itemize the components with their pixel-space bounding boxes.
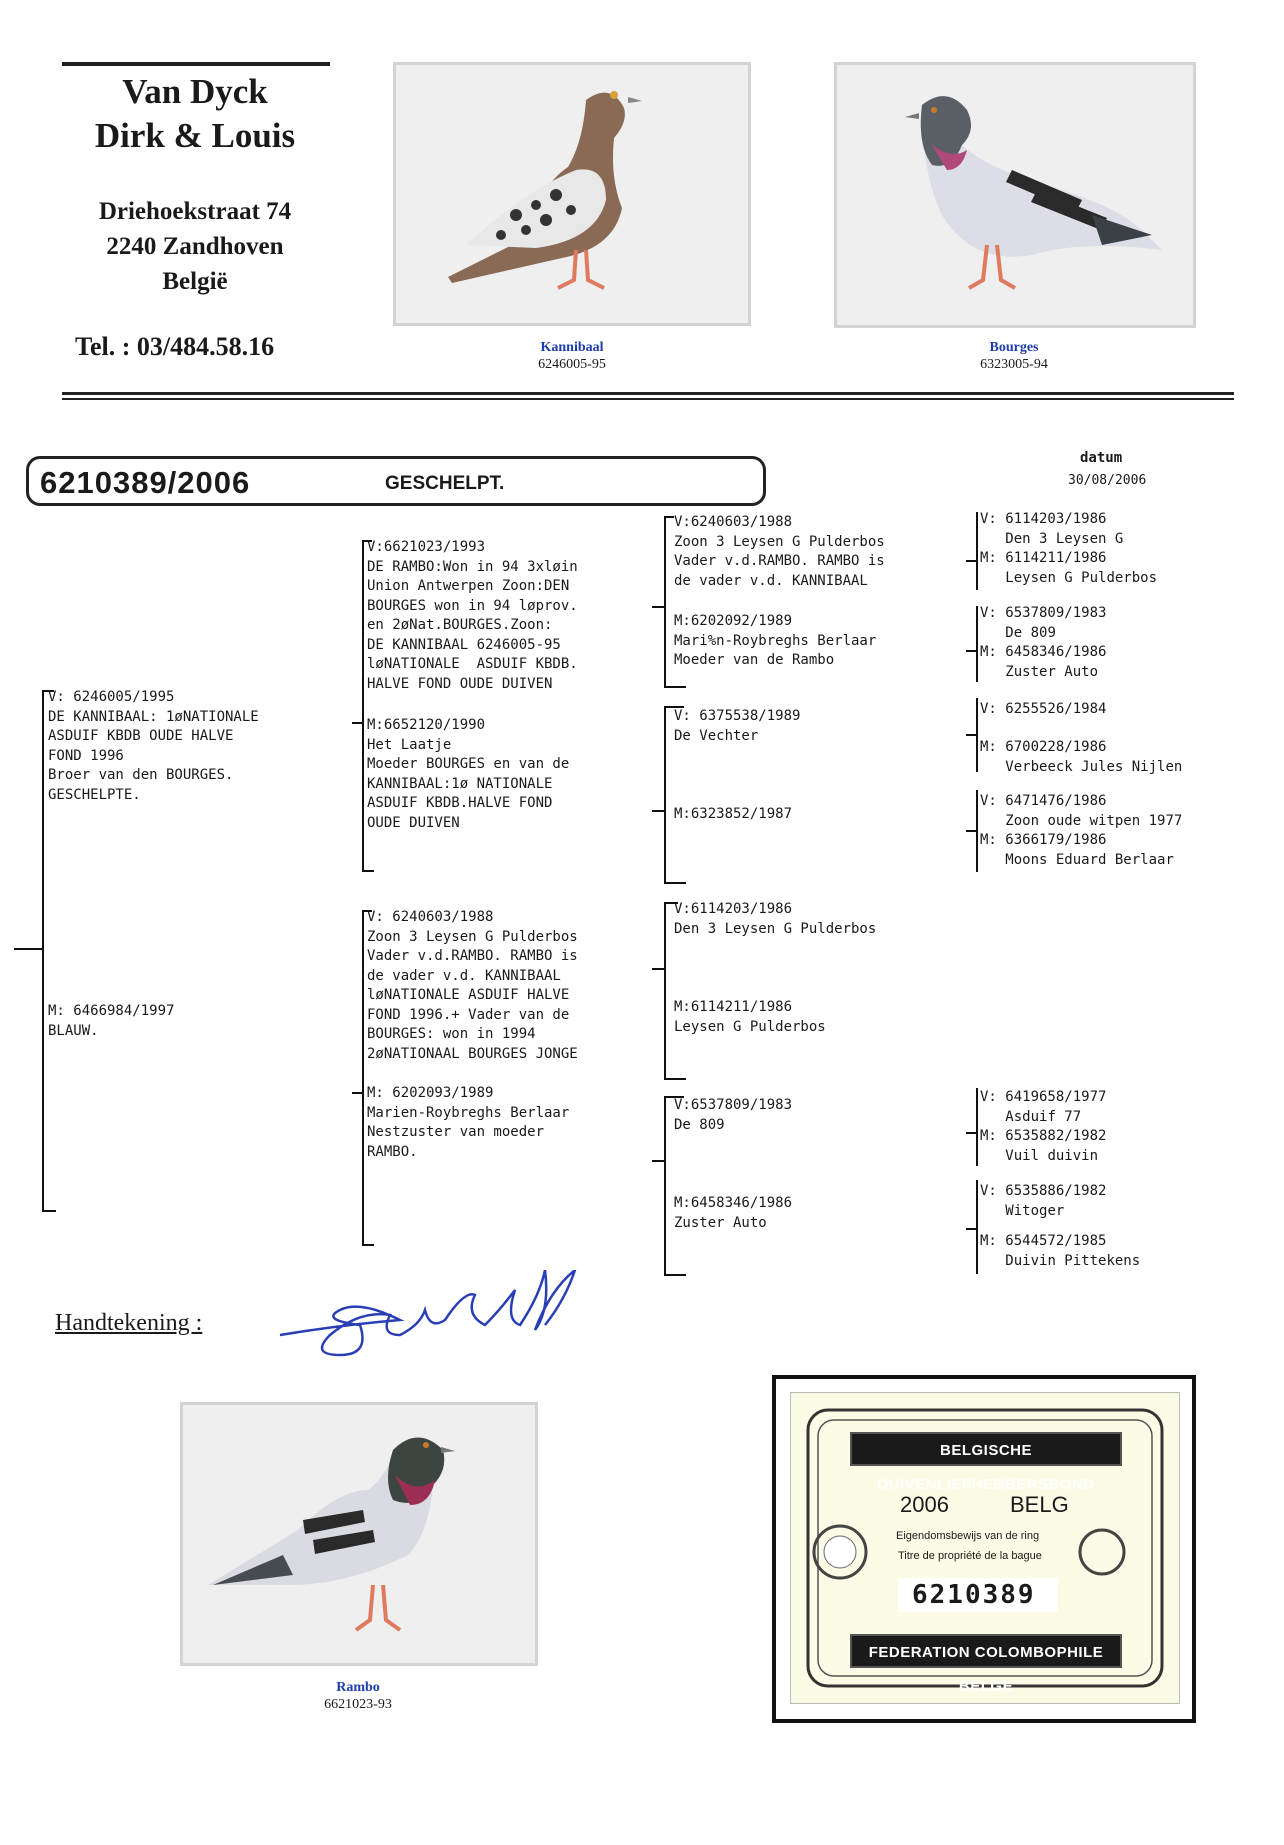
bracket-l2a-bot bbox=[362, 870, 374, 872]
ped-gen3-5: V:6114203/1986 Den 3 Leysen G Pulderbos bbox=[674, 901, 877, 937]
certificate-number: 6210389 bbox=[912, 1580, 1036, 1610]
city: 2240 Zandhoven bbox=[106, 233, 284, 260]
bracket-l3b-vert bbox=[664, 706, 666, 884]
ped-gen3-6: M:6114211/1986 Leysen G Pulderbos bbox=[674, 999, 826, 1035]
bracket-l2a-vert bbox=[362, 540, 364, 872]
ped-sire-sire: V:6621023/1993 DE RAMBO:Won in 94 3xløin Union Antwerpen Zoon:DEN BOURGES won in 94 løprov. en 2øNat.BOURGES.Zoon: DE KANNIBAAL 6246005-95 løNATIONALE ASDUIF KBDB. HALVE FOND OUDE DUIVEN bbox=[367, 539, 578, 692]
certificate-bottom-band: FEDERATION COLOMBOPHILE BELGE bbox=[850, 1634, 1122, 1668]
caption-ring-rambo: 6621023-93 bbox=[324, 1697, 392, 1712]
date-label: datum bbox=[1080, 450, 1123, 466]
certificate-top-band: BELGISCHE DUIVENLIEFHEBBERSBOND bbox=[850, 1432, 1122, 1466]
bracket-l4a-vert bbox=[976, 512, 978, 590]
bracket-l4f-vert bbox=[976, 1180, 978, 1274]
bracket-l3a-vert bbox=[664, 516, 666, 688]
bracket-l2b-stub bbox=[352, 1092, 363, 1094]
ped-sire-dam: M:6652120/1990 Het Laatje Moeder BOURGES en van de KANNIBAAL:1ø NATIONALE ASDUIF KBDB.HALVE FOND OUDE DUIVEN bbox=[367, 717, 570, 831]
bracket-l4b-vert bbox=[976, 606, 978, 682]
breeder-address bbox=[60, 194, 330, 299]
bracket-l3a-bot bbox=[664, 686, 686, 688]
bracket-l3d-bot bbox=[664, 1274, 686, 1276]
ped-dam: M: 6466984/1997 BLAUW. bbox=[48, 1003, 175, 1039]
signature-scribble bbox=[270, 1270, 610, 1370]
ped-gen3-4: M:6323852/1987 bbox=[674, 806, 793, 822]
ped-gen3-2: M:6202092/1989 Mari%n-Roybreghs Berlaar Moeder van de Rambo bbox=[674, 613, 877, 668]
ped-sire: V: 6246005/1995 DE KANNIBAAL: 1øNATIONALE ASDUIF KBDB OUDE HALVE FOND 1996 Broer van den BOURGES. GESCHELPTE. bbox=[48, 689, 259, 803]
caption-ring-bourges: 6323005-94 bbox=[980, 357, 1048, 372]
bracket-root-stub bbox=[14, 948, 43, 950]
country: België bbox=[162, 268, 228, 295]
ped-gen4-7: V: 6535886/1982 Witoger bbox=[980, 1183, 1107, 1219]
street: Driehoekstraat 74 bbox=[98, 198, 292, 225]
bracket-l2b-bot bbox=[362, 1244, 374, 1246]
ped-gen4-4: M: 6700228/1986 Verbeeck Jules Nijlen bbox=[980, 739, 1183, 775]
photo-kannibaal bbox=[393, 62, 751, 326]
caption-name-bourges: Bourges bbox=[989, 340, 1039, 355]
date-value: 30/08/2006 bbox=[1068, 473, 1147, 488]
pigeon-illustration-bourges bbox=[837, 65, 1193, 325]
ped-gen4-3: V: 6255526/1984 bbox=[980, 701, 1107, 717]
bracket-l4d-stub bbox=[966, 830, 977, 832]
ped-gen4-5: V: 6471476/1986 Zoon oude witpen 1977 M: 6366179/1986 Moons Eduard Berlaar bbox=[980, 793, 1183, 868]
photo-rambo bbox=[180, 1402, 538, 1666]
photo-bourges bbox=[834, 62, 1196, 328]
bracket-l3b-bot bbox=[664, 882, 686, 884]
bracket-l3c-bot bbox=[664, 1078, 686, 1080]
signature-label: Handtekening : bbox=[55, 1310, 203, 1336]
ped-gen4-6: V: 6419658/1977 Asduif 77 M: 6535882/1982 Vuil duivin bbox=[980, 1089, 1107, 1164]
ped-gen3-3: V: 6375538/1989 De Vechter bbox=[674, 708, 801, 744]
ring-status: GESCHELPT. bbox=[385, 473, 505, 494]
top-rule bbox=[62, 62, 330, 66]
ped-gen4-8: M: 6544572/1985 Duivin Pittekens bbox=[980, 1233, 1141, 1269]
bracket-l1-vert bbox=[42, 690, 44, 1212]
bracket-l3a-top bbox=[664, 516, 674, 518]
header-rule-2 bbox=[62, 398, 1234, 400]
breeder-line-2: Dirk & Louis bbox=[94, 116, 296, 155]
bracket-l2a-stub bbox=[352, 722, 363, 724]
ped-gen3-1: V:6240603/1988 Zoon 3 Leysen G Pulderbos Vader v.d.RAMBO. RAMBO is de vader v.d. KANNIBAAL bbox=[674, 514, 885, 589]
bracket-l4e-vert bbox=[976, 1088, 978, 1166]
ped-dam-dam: M: 6202093/1989 Marien-Roybreghs Berlaar Nestzuster van moeder RAMBO. bbox=[367, 1085, 570, 1160]
ped-gen3-7: V:6537809/1983 De 809 bbox=[674, 1097, 793, 1133]
ped-gen3-8: M:6458346/1986 Zuster Auto bbox=[674, 1195, 793, 1231]
caption-ring-kannibaal: 6246005-95 bbox=[538, 357, 606, 372]
bracket-l1-bot bbox=[42, 1210, 56, 1212]
telephone: Tel. : 03/484.58.16 bbox=[75, 332, 275, 361]
breeder-name bbox=[60, 70, 330, 158]
bracket-l3d-vert bbox=[664, 1096, 666, 1276]
header-rule-1 bbox=[62, 392, 1234, 395]
certificate-line-nl: Eigendomsbewijs van de ring bbox=[896, 1530, 1040, 1542]
certificate-line-fr: Titre de propriété de la bague bbox=[898, 1550, 1042, 1562]
certificate-year: 2006 bbox=[900, 1492, 949, 1517]
ped-dam-sire: V: 6240603/1988 Zoon 3 Leysen G Pulderbos Vader v.d.RAMBO. RAMBO is de vader v.d. KANNIBAAL løNATIONALE ASDUIF HALVE FOND 1996.+ Vader van de BOURGES: won in 1994 2øNATIONAAL BOURGES JONGE bbox=[367, 909, 578, 1062]
pigeon-illustration-kannibaal bbox=[396, 65, 748, 323]
caption-name-kannibaal: Kannibaal bbox=[540, 340, 604, 355]
ring-number: 6210389/2006 bbox=[40, 465, 251, 500]
certificate-country: BELG bbox=[1010, 1492, 1069, 1517]
ped-gen4-2: V: 6537809/1983 De 809 M: 6458346/1986 Zuster Auto bbox=[980, 605, 1107, 680]
caption-name-rambo: Rambo bbox=[336, 1680, 380, 1695]
bracket-l3c-vert bbox=[664, 902, 666, 1080]
breeder-line-1: Van Dyck bbox=[122, 72, 268, 111]
ped-gen4-1: V: 6114203/1986 Den 3 Leysen G M: 6114211/1986 Leysen G Pulderbos bbox=[980, 511, 1158, 586]
pigeon-illustration-rambo bbox=[183, 1405, 535, 1663]
bracket-l2b-vert bbox=[362, 910, 364, 1246]
